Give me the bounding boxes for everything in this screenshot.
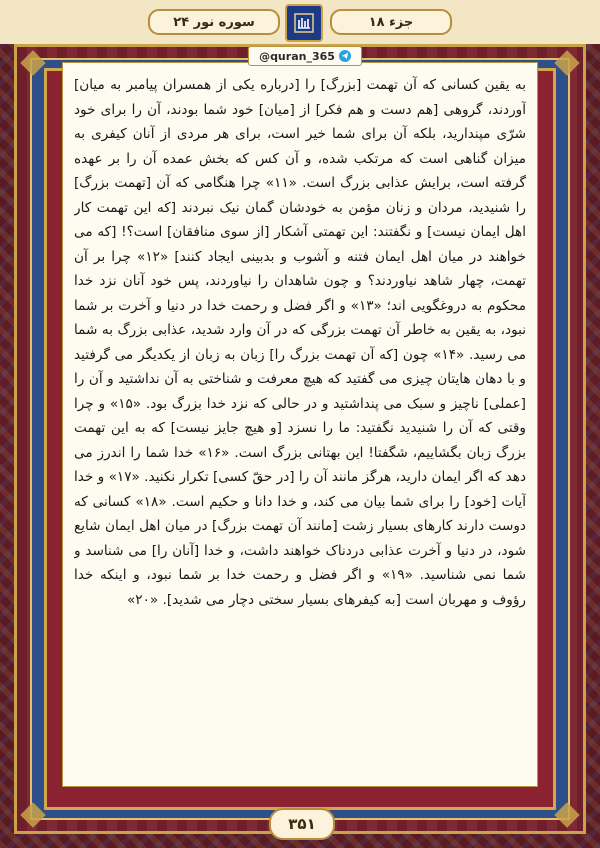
surah-label: سوره نور ۲۴ xyxy=(148,9,280,35)
page-header xyxy=(0,0,600,44)
telegram-icon xyxy=(339,50,351,62)
juz-label: جزء ۱۸ xyxy=(330,9,452,35)
channel-handle-text: @quran_365 xyxy=(259,49,335,63)
channel-handle[interactable] xyxy=(248,46,362,66)
quran-logo-icon xyxy=(285,4,323,42)
page-number: ۳۵۱ xyxy=(269,808,335,840)
translation-text: به یقین کسانی که آن تهمت [بزرگ] را [درباره یکی از همسران پیامبر به میان] آوردند، گروهی [هم دست و هم فکر] از [میان] خود شما بودند، آن را برای خود شرّی مپندارید، بلکه آن برای شما خیر است، برای هر مردی از آنان کیفری به میزان گناهی است که مرتکب شده، و آن کس که بخش عمده آن را بر عهده گرفته است، برایش عذابی بزرگ است. «۱۱» چرا هنگامی که آن [تهمت بزرگ] را شنیدید، مردان و زنان مؤمن به خودشان گمان نیک نبردند [که این تهمت کار اهل ایمان نیست] و نگفتند: این تهمتی آشکار [از سوی منافقان] است؟! [که می خواهند در میان اهل ایمان فتنه و آشوب و بدبینی ایجاد کنند] «۱۲» چرا بر آن تهمت، چهار شاهد نیاوردند؟ و چون شاهدان را نیاوردند، پس خود آنان نزد خدا محکوم به دروغگویی اند؛ «۱۳» و اگر فضل و رحمت خدا در دنیا و آخرت بر شما نبود، به یقین به خاطر آن تهمت بزرگی که در آن وارد شدید، عذابی بزرگ به شما می رسید. «۱۴» چون [که آن تهمت بزرگ را] زبان به زبان از یکدیگر می گرفتید و با دهان هایتان چیزی می گفتید که هیچ معرفت و شناختی به آن نداشتید و آن را [عملی] ناچیز و سبک می پنداشتید و در حالی که نزد خدا بزرگ بود. «۱۵» و چرا وقتی که آن را شنیدید نگفتید: ما را نسزد [و هیچ جایز نیست] که به این تهمت بزرگ زبان بگشاییم، شگفتا! این بهتانی بزرگ است. «۱۶» خدا شما را اندرز می دهد که اگر ایمان دارید، هرگز مانند آن را [در حقّ کسی] تکرار نکنید. «۱۷» و خدا آیات [خود] را برای شما بیان می کند، و خدا دانا و حکیم است. «۱۸» کسانی که دوست دارند کارهای بسیار زشت [مانند آن تهمت بزرگ] در میان اهل ایمان شایع شود، در دنیا و آخرت عذابی دردناک خواهند داشت، و خدا [آنان را] می شناسد و شما نمی شناسید. «۱۹» و اگر فضل و رحمت خدا بر شما نبود، و اینکه خدا رؤوف و مهربان است [به کیفرهای بسیار سختی دچار می شدید]. «۲۰» xyxy=(74,77,526,608)
